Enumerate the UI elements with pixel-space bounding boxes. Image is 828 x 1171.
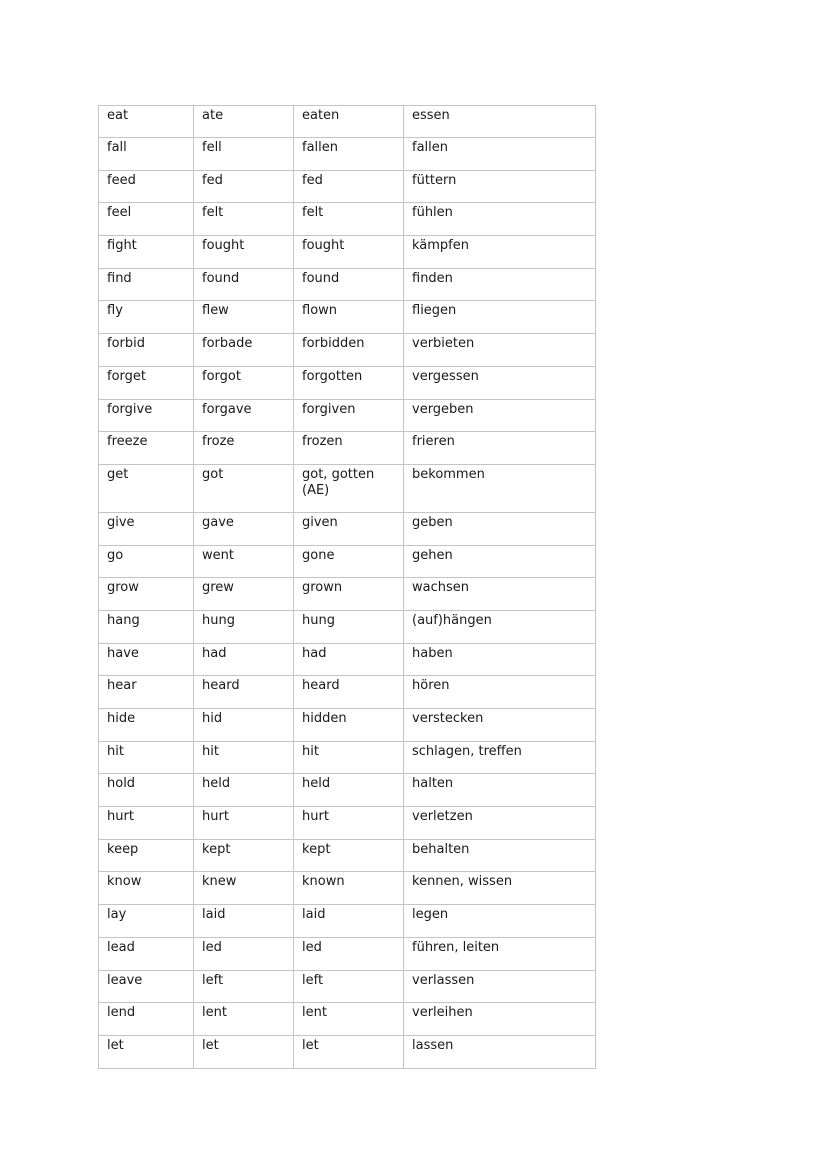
table-row bbox=[99, 807, 596, 840]
past-participle-cell: felt bbox=[294, 203, 404, 236]
infinitive-cell: lay bbox=[99, 905, 194, 938]
table-row bbox=[99, 399, 596, 432]
past-participle-cell: let bbox=[294, 1035, 404, 1068]
german-translation-cell: fühlen bbox=[404, 203, 596, 236]
past-participle-cell: eaten bbox=[294, 106, 404, 138]
german-translation-cell: finden bbox=[404, 268, 596, 301]
table-row bbox=[99, 512, 596, 545]
german-translation-cell: führen, leiten bbox=[404, 937, 596, 970]
german-translation-cell: verlassen bbox=[404, 970, 596, 1003]
simple-past-cell: forbade bbox=[194, 334, 294, 367]
table-row bbox=[99, 545, 596, 578]
past-participle-cell: known bbox=[294, 872, 404, 905]
past-participle-cell: led bbox=[294, 937, 404, 970]
simple-past-cell: had bbox=[194, 643, 294, 676]
simple-past-cell: left bbox=[194, 970, 294, 1003]
simple-past-cell: laid bbox=[194, 905, 294, 938]
german-translation-cell: essen bbox=[404, 106, 596, 138]
simple-past-cell: froze bbox=[194, 432, 294, 465]
table-row bbox=[99, 905, 596, 938]
past-participle-cell: forgotten bbox=[294, 366, 404, 399]
infinitive-cell: hear bbox=[99, 676, 194, 709]
german-translation-cell: kennen, wissen bbox=[404, 872, 596, 905]
infinitive-cell: freeze bbox=[99, 432, 194, 465]
table-row bbox=[99, 464, 596, 512]
german-translation-cell: hören bbox=[404, 676, 596, 709]
german-translation-cell: legen bbox=[404, 905, 596, 938]
infinitive-cell: forgive bbox=[99, 399, 194, 432]
simple-past-cell: heard bbox=[194, 676, 294, 709]
simple-past-cell: forgot bbox=[194, 366, 294, 399]
infinitive-cell: keep bbox=[99, 839, 194, 872]
simple-past-cell: knew bbox=[194, 872, 294, 905]
german-translation-cell: kämpfen bbox=[404, 236, 596, 269]
past-participle-cell: forbidden bbox=[294, 334, 404, 367]
simple-past-cell: found bbox=[194, 268, 294, 301]
simple-past-cell: lent bbox=[194, 1003, 294, 1036]
infinitive-cell: hit bbox=[99, 741, 194, 774]
simple-past-cell: grew bbox=[194, 578, 294, 611]
past-participle-cell: fallen bbox=[294, 138, 404, 171]
german-translation-cell: verbieten bbox=[404, 334, 596, 367]
simple-past-cell: hit bbox=[194, 741, 294, 774]
simple-past-cell: hurt bbox=[194, 807, 294, 840]
table-row bbox=[99, 676, 596, 709]
past-participle-cell: left bbox=[294, 970, 404, 1003]
infinitive-cell: fall bbox=[99, 138, 194, 171]
table-row bbox=[99, 1035, 596, 1068]
infinitive-cell: hide bbox=[99, 709, 194, 742]
table-row bbox=[99, 138, 596, 171]
german-translation-cell: vergessen bbox=[404, 366, 596, 399]
german-translation-cell: geben bbox=[404, 512, 596, 545]
simple-past-cell: fell bbox=[194, 138, 294, 171]
table-row bbox=[99, 709, 596, 742]
infinitive-cell: hurt bbox=[99, 807, 194, 840]
infinitive-cell: let bbox=[99, 1035, 194, 1068]
german-translation-cell: halten bbox=[404, 774, 596, 807]
infinitive-cell: get bbox=[99, 464, 194, 512]
past-participle-cell: fed bbox=[294, 170, 404, 203]
simple-past-cell: kept bbox=[194, 839, 294, 872]
simple-past-cell: hung bbox=[194, 610, 294, 643]
table-row bbox=[99, 334, 596, 367]
table-row bbox=[99, 610, 596, 643]
table-row bbox=[99, 301, 596, 334]
infinitive-cell: forget bbox=[99, 366, 194, 399]
infinitive-cell: feel bbox=[99, 203, 194, 236]
infinitive-cell: have bbox=[99, 643, 194, 676]
table-row bbox=[99, 106, 596, 138]
table-body bbox=[99, 106, 596, 1069]
simple-past-cell: let bbox=[194, 1035, 294, 1068]
past-participle-cell: gone bbox=[294, 545, 404, 578]
past-participle-cell: kept bbox=[294, 839, 404, 872]
table-row bbox=[99, 578, 596, 611]
german-translation-cell: verstecken bbox=[404, 709, 596, 742]
infinitive-cell: go bbox=[99, 545, 194, 578]
table-row bbox=[99, 872, 596, 905]
infinitive-cell: know bbox=[99, 872, 194, 905]
table-row bbox=[99, 774, 596, 807]
simple-past-cell: forgave bbox=[194, 399, 294, 432]
simple-past-cell: felt bbox=[194, 203, 294, 236]
past-participle-cell: given bbox=[294, 512, 404, 545]
infinitive-cell: find bbox=[99, 268, 194, 301]
simple-past-cell: ate bbox=[194, 106, 294, 138]
past-participle-cell: got, gotten (AE) bbox=[294, 464, 404, 512]
german-translation-cell: bekommen bbox=[404, 464, 596, 512]
table-row bbox=[99, 1003, 596, 1036]
simple-past-cell: led bbox=[194, 937, 294, 970]
german-translation-cell: fliegen bbox=[404, 301, 596, 334]
table-row bbox=[99, 643, 596, 676]
infinitive-cell: fight bbox=[99, 236, 194, 269]
infinitive-cell: feed bbox=[99, 170, 194, 203]
simple-past-cell: hid bbox=[194, 709, 294, 742]
table-row bbox=[99, 839, 596, 872]
past-participle-cell: hit bbox=[294, 741, 404, 774]
german-translation-cell: füttern bbox=[404, 170, 596, 203]
past-participle-cell: had bbox=[294, 643, 404, 676]
past-participle-cell: flown bbox=[294, 301, 404, 334]
german-translation-cell: behalten bbox=[404, 839, 596, 872]
table-row bbox=[99, 236, 596, 269]
german-translation-cell: verletzen bbox=[404, 807, 596, 840]
simple-past-cell: flew bbox=[194, 301, 294, 334]
table-row bbox=[99, 366, 596, 399]
german-translation-cell: fallen bbox=[404, 138, 596, 171]
german-translation-cell: frieren bbox=[404, 432, 596, 465]
infinitive-cell: eat bbox=[99, 106, 194, 138]
german-translation-cell: gehen bbox=[404, 545, 596, 578]
table-row bbox=[99, 170, 596, 203]
german-translation-cell: vergeben bbox=[404, 399, 596, 432]
german-translation-cell: verleihen bbox=[404, 1003, 596, 1036]
infinitive-cell: hang bbox=[99, 610, 194, 643]
german-translation-cell: (auf)hängen bbox=[404, 610, 596, 643]
infinitive-cell: lead bbox=[99, 937, 194, 970]
infinitive-cell: grow bbox=[99, 578, 194, 611]
past-participle-cell: held bbox=[294, 774, 404, 807]
german-translation-cell: schlagen, treffen bbox=[404, 741, 596, 774]
infinitive-cell: hold bbox=[99, 774, 194, 807]
past-participle-cell: hurt bbox=[294, 807, 404, 840]
simple-past-cell: got bbox=[194, 464, 294, 512]
infinitive-cell: give bbox=[99, 512, 194, 545]
simple-past-cell: gave bbox=[194, 512, 294, 545]
german-translation-cell: wachsen bbox=[404, 578, 596, 611]
past-participle-cell: forgiven bbox=[294, 399, 404, 432]
simple-past-cell: held bbox=[194, 774, 294, 807]
infinitive-cell: fly bbox=[99, 301, 194, 334]
table-row bbox=[99, 203, 596, 236]
simple-past-cell: fought bbox=[194, 236, 294, 269]
german-translation-cell: lassen bbox=[404, 1035, 596, 1068]
german-translation-cell: haben bbox=[404, 643, 596, 676]
past-participle-cell: hidden bbox=[294, 709, 404, 742]
past-participle-cell: fought bbox=[294, 236, 404, 269]
simple-past-cell: fed bbox=[194, 170, 294, 203]
infinitive-cell: forbid bbox=[99, 334, 194, 367]
infinitive-cell: leave bbox=[99, 970, 194, 1003]
past-participle-cell: grown bbox=[294, 578, 404, 611]
table-row bbox=[99, 970, 596, 1003]
past-participle-cell: found bbox=[294, 268, 404, 301]
past-participle-cell: laid bbox=[294, 905, 404, 938]
past-participle-cell: heard bbox=[294, 676, 404, 709]
infinitive-cell: lend bbox=[99, 1003, 194, 1036]
past-participle-cell: hung bbox=[294, 610, 404, 643]
simple-past-cell: went bbox=[194, 545, 294, 578]
irregular-verbs-table bbox=[98, 105, 596, 1069]
past-participle-cell: frozen bbox=[294, 432, 404, 465]
table-row bbox=[99, 937, 596, 970]
table-row bbox=[99, 432, 596, 465]
past-participle-cell: lent bbox=[294, 1003, 404, 1036]
table-row bbox=[99, 741, 596, 774]
table-row bbox=[99, 268, 596, 301]
